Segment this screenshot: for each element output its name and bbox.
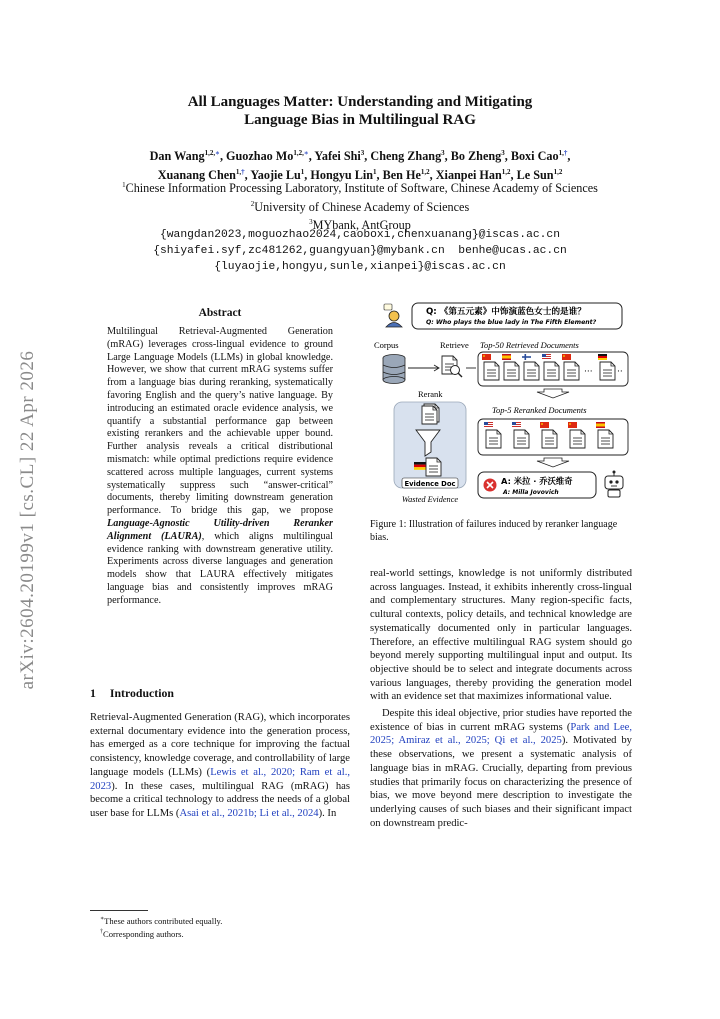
document-stack-icon xyxy=(422,404,439,424)
arrow-down xyxy=(537,458,569,467)
figure-1-diagram xyxy=(372,300,634,510)
user-question-icon xyxy=(384,304,402,327)
author-affil-sup: 1 xyxy=(300,167,305,176)
author-name: Le Sun xyxy=(516,167,554,182)
question-en: Q: Who plays the blue lady in The Fifth Element? xyxy=(426,319,597,326)
answer-zh: A: 米拉 · 乔沃维奇 xyxy=(501,476,573,486)
question-zh: Q: 《第五元素》中饰演蓝色女士的是谁？ xyxy=(426,307,586,317)
footnote-text: Corresponding authors. xyxy=(103,928,184,939)
citation-link[interactable]: Asai et al., 2021b; Li et al., 2024 xyxy=(179,807,319,819)
author-affil-sup: 3 xyxy=(501,149,505,157)
author-name: Yaojie Lu xyxy=(250,167,301,182)
abstract-text: Multilingual Retrieval-Augmented Generation (mRAG) leverages cross-lingual evidence to ground Large Language Models (LLMs) in global knowledge. However, we show that current mRAG systems suffer from a language bias during reranking, systematically favoring English and the query’s native language. By introducing an estimated oracle evidence analysis, we quantify a substantial performance gap between existing rerankers and the achievable upper bound. Further analysis reveals a critical distributional mismatch: while optimal predictions require evidence scattered across multiple languages, current systems systematically suppress such “answer-critical” documents, thereby limiting downstream generation performance. To bridge this gap, we propose xyxy=(107,326,333,517)
abstract-body xyxy=(107,326,333,608)
arrow-down xyxy=(537,389,569,398)
database-icon xyxy=(383,355,405,384)
author-name: Cheng Zhang xyxy=(370,149,442,164)
title-line-2: Language Bias in Multilingual RAG xyxy=(244,112,476,128)
author-affil-sup: 1,2 xyxy=(553,167,563,176)
email-line: {wangdan2023,moguozhao2024,caoboxi,chenxuanang}@iscas.ac.cn xyxy=(160,229,560,241)
author-affil-sup: 1 xyxy=(373,167,377,176)
email-list xyxy=(40,228,680,275)
intro-text: ). In xyxy=(318,807,337,819)
intro-text: Despite this ideal objective, prior studies have reported the existence of bias in current mRAG systems ( xyxy=(370,708,632,733)
affiliation: $^2$University of Chinese Academy of Sciences xyxy=(250,199,470,214)
corpus-label: Corpus xyxy=(374,340,399,350)
intro-text: Retrieval-Augmented Generation (RAG), which incorporates external documentary evidence into the generation process, has emerged as a core technique for improving the factual consistency, knowledge coverage, and controllability of large language models (LLMs) ( xyxy=(90,712,350,778)
citation-link[interactable]: Park and Lee, 2025; Amiraz et al., 2025; Qi et al., 2025 xyxy=(370,721,632,747)
author-affil-sup: 1,2 xyxy=(501,167,511,176)
author-name: Bo Zheng xyxy=(450,149,502,164)
top50-label: Top-50 Retrieved Documents xyxy=(480,340,579,350)
author-name: Xianpei Han xyxy=(435,167,502,182)
paper-title xyxy=(0,93,720,129)
author-affil-sup: 1,2,∗ xyxy=(293,149,309,157)
rerank-label: Rerank xyxy=(418,389,443,399)
author-name: Ben He xyxy=(382,167,421,182)
author-affil-sup: 1,2 xyxy=(420,167,430,176)
author-name: Yafei Shi xyxy=(314,149,361,164)
wrong-answer-icon xyxy=(484,479,497,492)
arxiv-stamp xyxy=(8,300,48,740)
top5-label: Top-5 Reranked Documents xyxy=(492,405,587,415)
author-name: Boxi Cao xyxy=(510,149,559,164)
svg-text:···: ··· xyxy=(584,367,593,377)
section-title: Introduction xyxy=(109,686,174,700)
section-number: 1 xyxy=(90,686,96,700)
author-affil-sup: 1,† xyxy=(235,167,245,176)
intro-left-column xyxy=(90,711,350,821)
affiliation: $^1$Chinese Information Processing Laboratory, Institute of Software, Chinese Academy of Sciences xyxy=(122,181,598,196)
author-name: Hongyu Lin xyxy=(310,167,374,182)
arxiv-stamp-text: arXiv:2604.20199v1 [cs.CL] 22 Apr 2026 xyxy=(17,350,38,690)
affiliation: $^3$MYbank, AntGroup xyxy=(309,218,411,233)
intro-text: ). Motivated by these observations, we present a systematic analysis of language bias in mRAG. Crucially, departing from previous studies that primarily focus on characterizing the presence of bias, we move beyond mere description to investigate the underlying causes of such biases and their significant impact on downstream predic- xyxy=(370,735,632,829)
figure-caption: Figure 1: Illustration of failures induced by reranker language bias. xyxy=(370,519,618,543)
author-affil-sup: 1,2,∗ xyxy=(204,149,220,157)
intro-text: ). In these cases, multilingual RAG (mRAG) has become a critical technology to address the needs of a global user base for LLMs ( xyxy=(90,780,350,819)
wasted-evidence-label: Wasted Evidence xyxy=(401,495,459,504)
title-line-1: All Languages Matter: Understanding and Mitigating xyxy=(187,94,533,110)
abstract-text: , which aligns multilingual evidence ranking with downstream generative utility. Experiments across diverse languages and generation models show that LAURA effectively mitigates language bias and consistently improves mRAG performance. xyxy=(107,530,333,606)
email-line: {luyaojie,hongyu,sunle,xianpei}@iscas.ac.cn xyxy=(214,260,506,273)
author-name: Guozhao Mo xyxy=(226,149,294,164)
affiliation-list xyxy=(40,178,680,234)
section-heading xyxy=(90,686,174,701)
author-affil-sup: 3 xyxy=(441,149,445,157)
intro-paragraph xyxy=(370,707,632,830)
svg-text:··: ·· xyxy=(617,367,623,377)
method-name: Language-Agnostic Utility-driven Reranker Alignment (LAURA) xyxy=(107,517,333,542)
llm-robot-icon xyxy=(605,471,623,498)
intro-paragraph: real-world settings, knowledge is not uniformly distributed across languages. Instead, it exhibits inherently cross-lingual and complementary structures. Many region-specific facts, cultural contexts, policy details, and technical knowledge are systematically documented only in particular languages. Therefore, an effective multilingual RAG system should go beyond merely supporting multilingual input and output. Its objective should be to select and integrate documents across various languages, thereby providing the generation model with an evidence set that maximizes informational value. xyxy=(370,568,632,703)
answer-en: A: Milla Jovovich xyxy=(503,489,559,496)
retrieve-label: Retrieve xyxy=(440,340,469,350)
author-list: Dan Wang$^{1,2,∗}$, Guozhao $Mo^{1,2,∗}$, Yafei Shi$^3$, Cheng Zhang$^3$, Bo Zheng$^3$, Boxi Cao$^{1,\dagger}$, Xuanang Chen$^{1,\dagger}$, Yaojie Lu$^1$, Hongyu Lin$^1$, Ben He$^{1,2}$, Xianpei Han$^{1,2}$, Le Sun$^{1,2}$ xyxy=(149,149,571,182)
author-affil-sup: 3 xyxy=(360,149,365,157)
author-name: Dan Wang xyxy=(149,149,205,164)
citation-link[interactable]: Lewis et al., 2020; Ram et al., 2023 xyxy=(90,766,350,792)
author-name: Xuanang Chen xyxy=(157,167,236,182)
intro-right-column xyxy=(370,567,632,830)
evidence-doc-label: Evidence Doc xyxy=(404,480,456,488)
search-doc-icon xyxy=(442,356,462,377)
footnote-rule xyxy=(90,910,148,911)
author-affil-sup: 1,† xyxy=(558,149,568,157)
footnote-text: These authors contributed equally. xyxy=(104,915,223,926)
abstract-heading: Abstract xyxy=(198,307,242,319)
footnotes: ∗These authors contributed equally. †Corresponding authors. xyxy=(100,915,223,939)
email-line: {shiyafei.syf,zc481262,guangyuan}@mybank.cn benhe@ucas.ac.cn xyxy=(153,244,567,257)
figure-1 xyxy=(372,300,634,510)
